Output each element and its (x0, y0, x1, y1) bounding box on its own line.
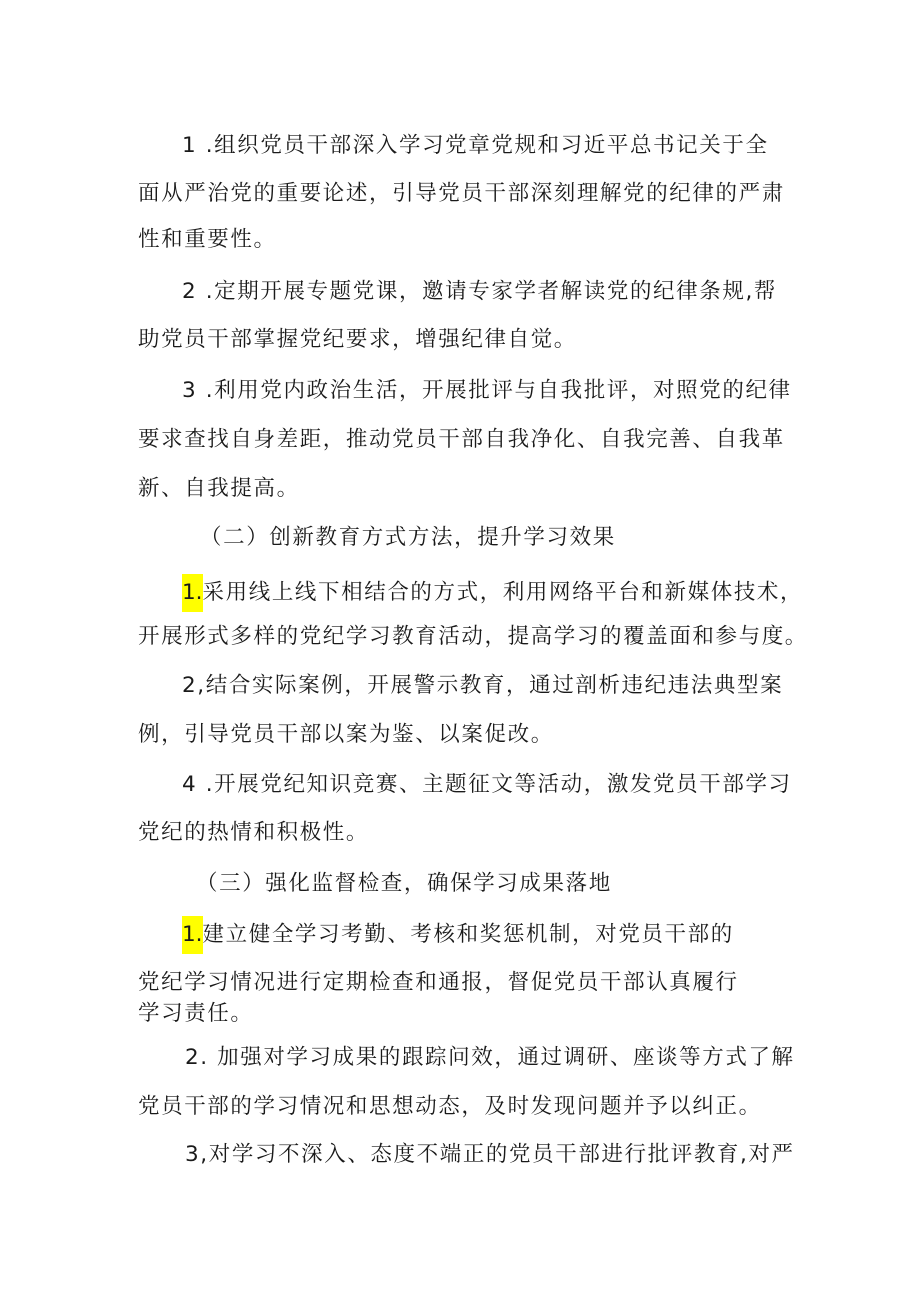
section-heading: （三）强化监督检查，确保学习成果落地 (196, 871, 612, 896)
paragraph-line: 开展形式多样的党纪学习教育活动，提高学习的覆盖面和参与度。 (138, 624, 808, 649)
paragraph-line: 4 .开展党纪知识竞赛、主题征文等活动，激发党员干部学习 (182, 772, 792, 797)
paragraph-line: 例，引导党员干部以案为鉴、以案促改。 (138, 722, 554, 747)
paragraph-text: 采用线上线下相结合的方式，利用网络平台和新媒体技术， (202, 580, 804, 605)
paragraph-line: 学习责任。 (138, 1001, 254, 1026)
paragraph-line: 1 .组织党员干部深入学习党章党规和习近平总书记关于全 (182, 133, 769, 158)
paragraph-line: 面从严治党的重要论述，引导党员干部深刻理解党的纪律的严肃 (138, 181, 785, 206)
paragraph-line: 性和重要性。 (138, 227, 277, 252)
paragraph-line: 3 .利用党内政治生活，开展批评与自我批评，对照党的纪律 (182, 378, 792, 403)
paragraph-line: 党员干部的学习情况和思想动态，及时发现问题并予以纠正。 (138, 1094, 762, 1119)
paragraph-line: 2,结合实际案例，开展警示教育，通过剖析违纪违法典型案 (182, 673, 784, 698)
paragraph-text: 建立健全学习考勤、考核和奖惩机制，对党员干部的 (202, 922, 734, 947)
paragraph-line: 要求查找自身差距，推动党员干部自我净化、自我完善、自我革 (138, 427, 785, 452)
paragraph-line: 2 .定期开展专题党课，邀请专家学者解读党的纪律条规,帮 (182, 279, 777, 304)
section-heading: （二）创新教育方式方法，提升学习效果 (200, 525, 616, 550)
paragraph-line: 党纪的热情和积极性。 (138, 820, 370, 845)
paragraph-line: 党纪学习情况进行定期检查和通报，督促党员干部认真履行 (138, 970, 739, 995)
paragraph-line: 3,对学习不深入、态度不端正的党员干部进行批评教育,对严 (185, 1142, 795, 1167)
paragraph-line: 新、自我提高。 (138, 476, 300, 501)
highlighted-number: 1. (182, 574, 203, 612)
paragraph-line (182, 916, 734, 954)
paragraph-line (182, 574, 803, 612)
paragraph-line: 助党员干部掌握党纪要求，增强纪律自觉。 (138, 327, 577, 352)
paragraph-line: 2. 加强对学习成果的跟踪问效，通过调研、座谈等方式了解 (185, 1045, 795, 1070)
highlighted-number: 1. (182, 916, 203, 954)
